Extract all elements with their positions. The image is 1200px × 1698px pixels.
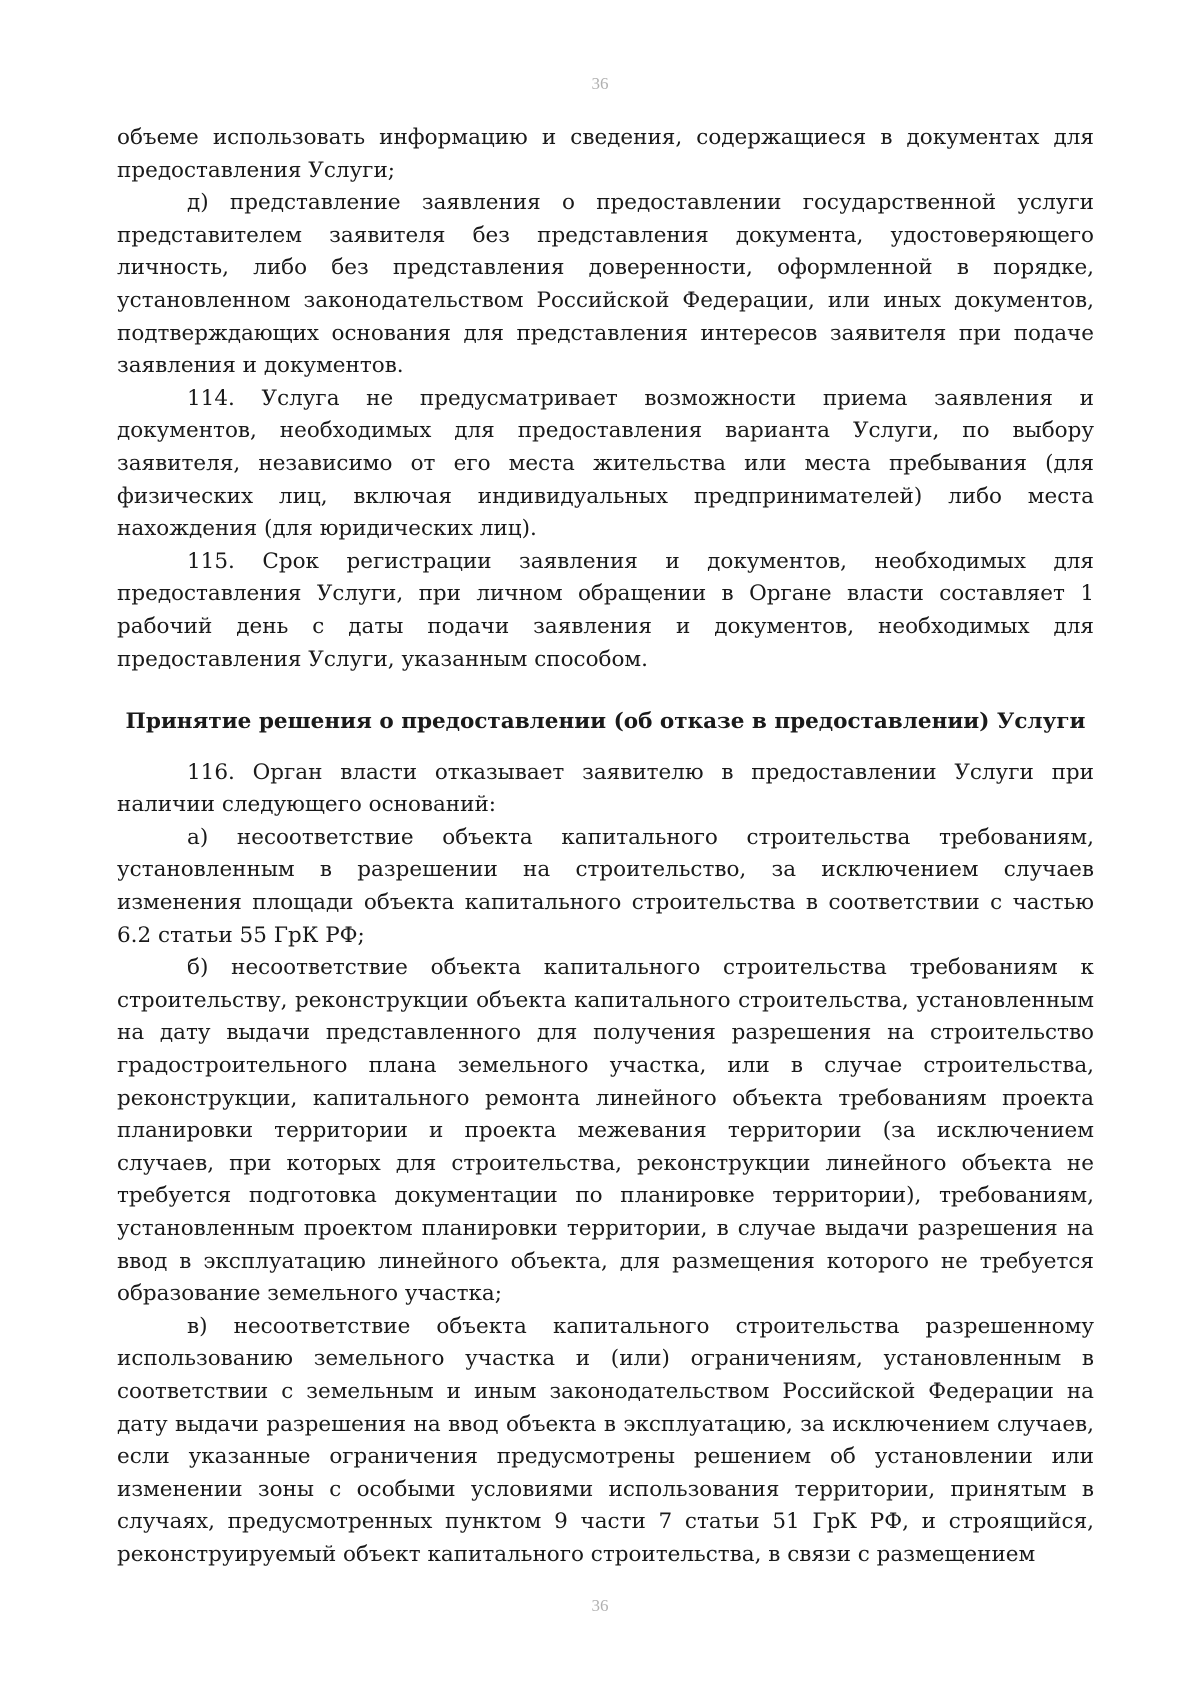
paragraph-item-d: д) представление заявления о предоставлении государственной услуги представителем заявителя без представления документа, удостоверяющего личность, либо без представления доверенности, оформленной в порядке, установленном законодательством Российской Федерации, или иных документов, подтверждающих основания для представления интересов заявителя при подаче заявления и документов. (117, 190, 1094, 379)
paragraph-114: 114. Услуга не предусматривает возможности приема заявления и документов, необходимых для предоставления варианта Услуги, по выбору заявителя, независимо от его места жительства или места пребывания (для физических лиц, включая индивидуальных предпринимателей) либо места нахождения (для юридических лиц). (117, 385, 1094, 542)
paragraph-continuation: объеме использовать информацию и сведения, содержащиеся в документах для предоставления Услуги; (117, 125, 1094, 183)
paragraph-item-a: а) несоответствие объекта капитального строительства требованиям, установленным в разрешении на строительство, за исключением случаев изменения площади объекта капитального строительства в соответствии с частью 6.2 статьи 55 ГрК РФ; (117, 824, 1094, 948)
paragraph-item-b: б) несоответствие объекта капитального строительства требованиям к строительству, реконструкции объекта капитального строительства, установленным на дату выдачи представленного для получения разрешения на строительство градостроительного плана земельного участка, или в случае строительства, реконструкции, капитального ремонта линейного объекта требованиям проекта планировки территории и проекта межевания территории (за исключением случаев, при которых для строительства, реконструкции линейного объекта не требуется подготовка документации по планировке территории), требованиям, установленным проектом планировки территории, в случае выдачи разрешения на ввод в эксплуатацию линейного объекта, для размещения которого не требуется образование земельного участка; (117, 955, 1094, 1307)
paragraph-115: 115. Срок регистрации заявления и документов, необходимых для предоставления Услуги, при личном обращении в Органе власти составляет 1 рабочий день с даты подачи заявления и документов, необходимых для предоставления Услуги, указанным способом. (117, 548, 1094, 672)
document-body (117, 122, 1094, 1572)
paragraph-116: 116. Орган власти отказывает заявителю в предоставлении Услуги при наличии следующего оснований: (117, 759, 1094, 818)
page-number-bottom: 36 (591, 1596, 609, 1615)
page-number-top: 36 (591, 74, 609, 93)
paragraph-item-v: в) несоответствие объекта капитального строительства разрешенному использованию земельного участка и (или) ограничениям, установленным в соответствии с земельным и иным законодательством Российской Федерации на дату выдачи разрешения на ввод объекта в эксплуатацию, за исключением случаев, если указанные ограничения предусмотрены решением об установлении или изменении зоны с особыми условиями использования территории, принятым в случаях, предусмотренных пунктом 9 части 7 статьи 51 ГрК РФ, и строящийся, реконструируемый объект капитального строительства, в связи с размещением (117, 1313, 1094, 1567)
section-heading: Принятие решения о предоставлении (об отказе в предоставлении) Услуги (125, 709, 1086, 735)
